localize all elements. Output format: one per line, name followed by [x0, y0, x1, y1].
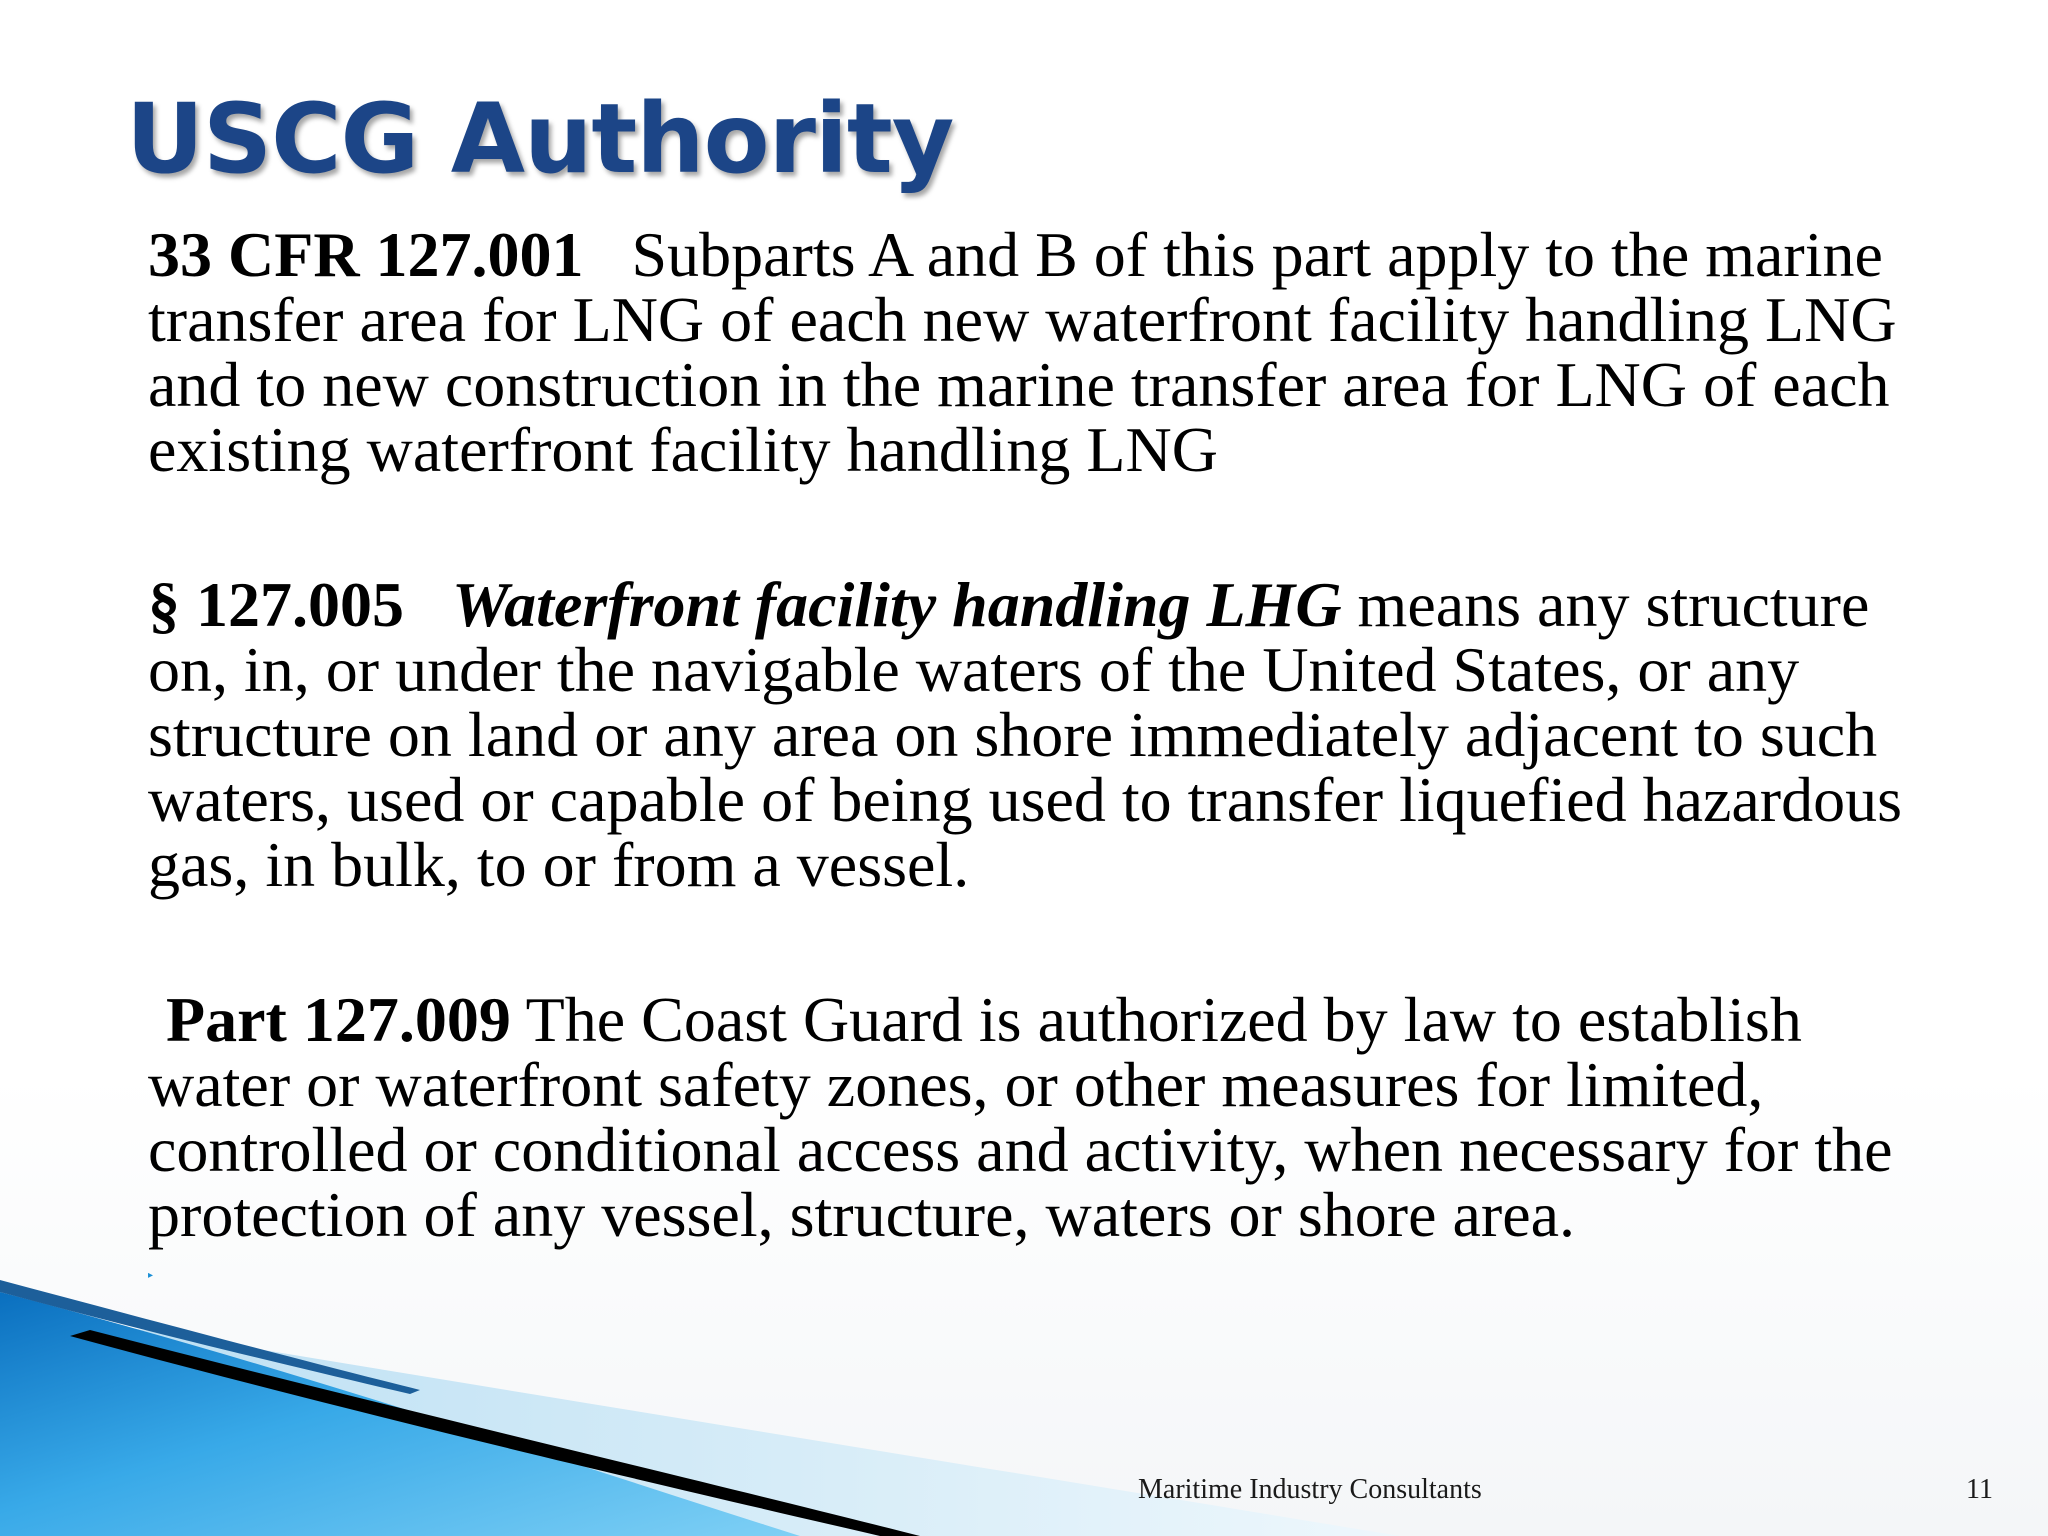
slide-body	[148, 219, 1948, 1250]
page-number: 11	[1966, 1474, 1993, 1505]
citation-127-009: Part 127.009	[166, 984, 511, 1055]
footer-organization: Maritime Industry Consultants	[1138, 1474, 1482, 1505]
decorative-swoosh	[0, 1270, 2048, 1536]
paragraph-127-001	[148, 219, 1948, 485]
bullet-arrow-icon: ▸	[148, 1270, 154, 1281]
paragraph-text-127-001: Subparts A and B of this part apply to the marine transfer area for LNG of each new waterfront facility handling LNG and to new construction in the marine transfer area for LNG of each existing waterfront facility handling LNG	[148, 219, 1897, 485]
paragraph-text-127-009: The Coast Guard is authorized by law to establish water or waterfront safety zones, or other measures for limited, controlled or conditional access and activity, when necessary for the protection of any vessel, structure, waters or shore area.	[148, 984, 1893, 1250]
paragraph-127-009	[148, 984, 1948, 1250]
citation-127-001: 33 CFR 127.001	[148, 219, 584, 290]
slide-title: USCG Authority	[126, 83, 954, 195]
paragraph-127-005	[148, 569, 1948, 900]
paragraph-text-127-005: means any structure on, in, or under the navigable waters of the United States, or any structure on land or any area on shore immediately adjacent to such waters, used or capable of being used to transfer liquefied hazardous gas, in bulk, to or from a vessel.	[148, 569, 1902, 900]
citation-127-005: § 127.005	[148, 569, 404, 640]
defined-term: Waterfront facility handling LHG	[452, 569, 1342, 640]
